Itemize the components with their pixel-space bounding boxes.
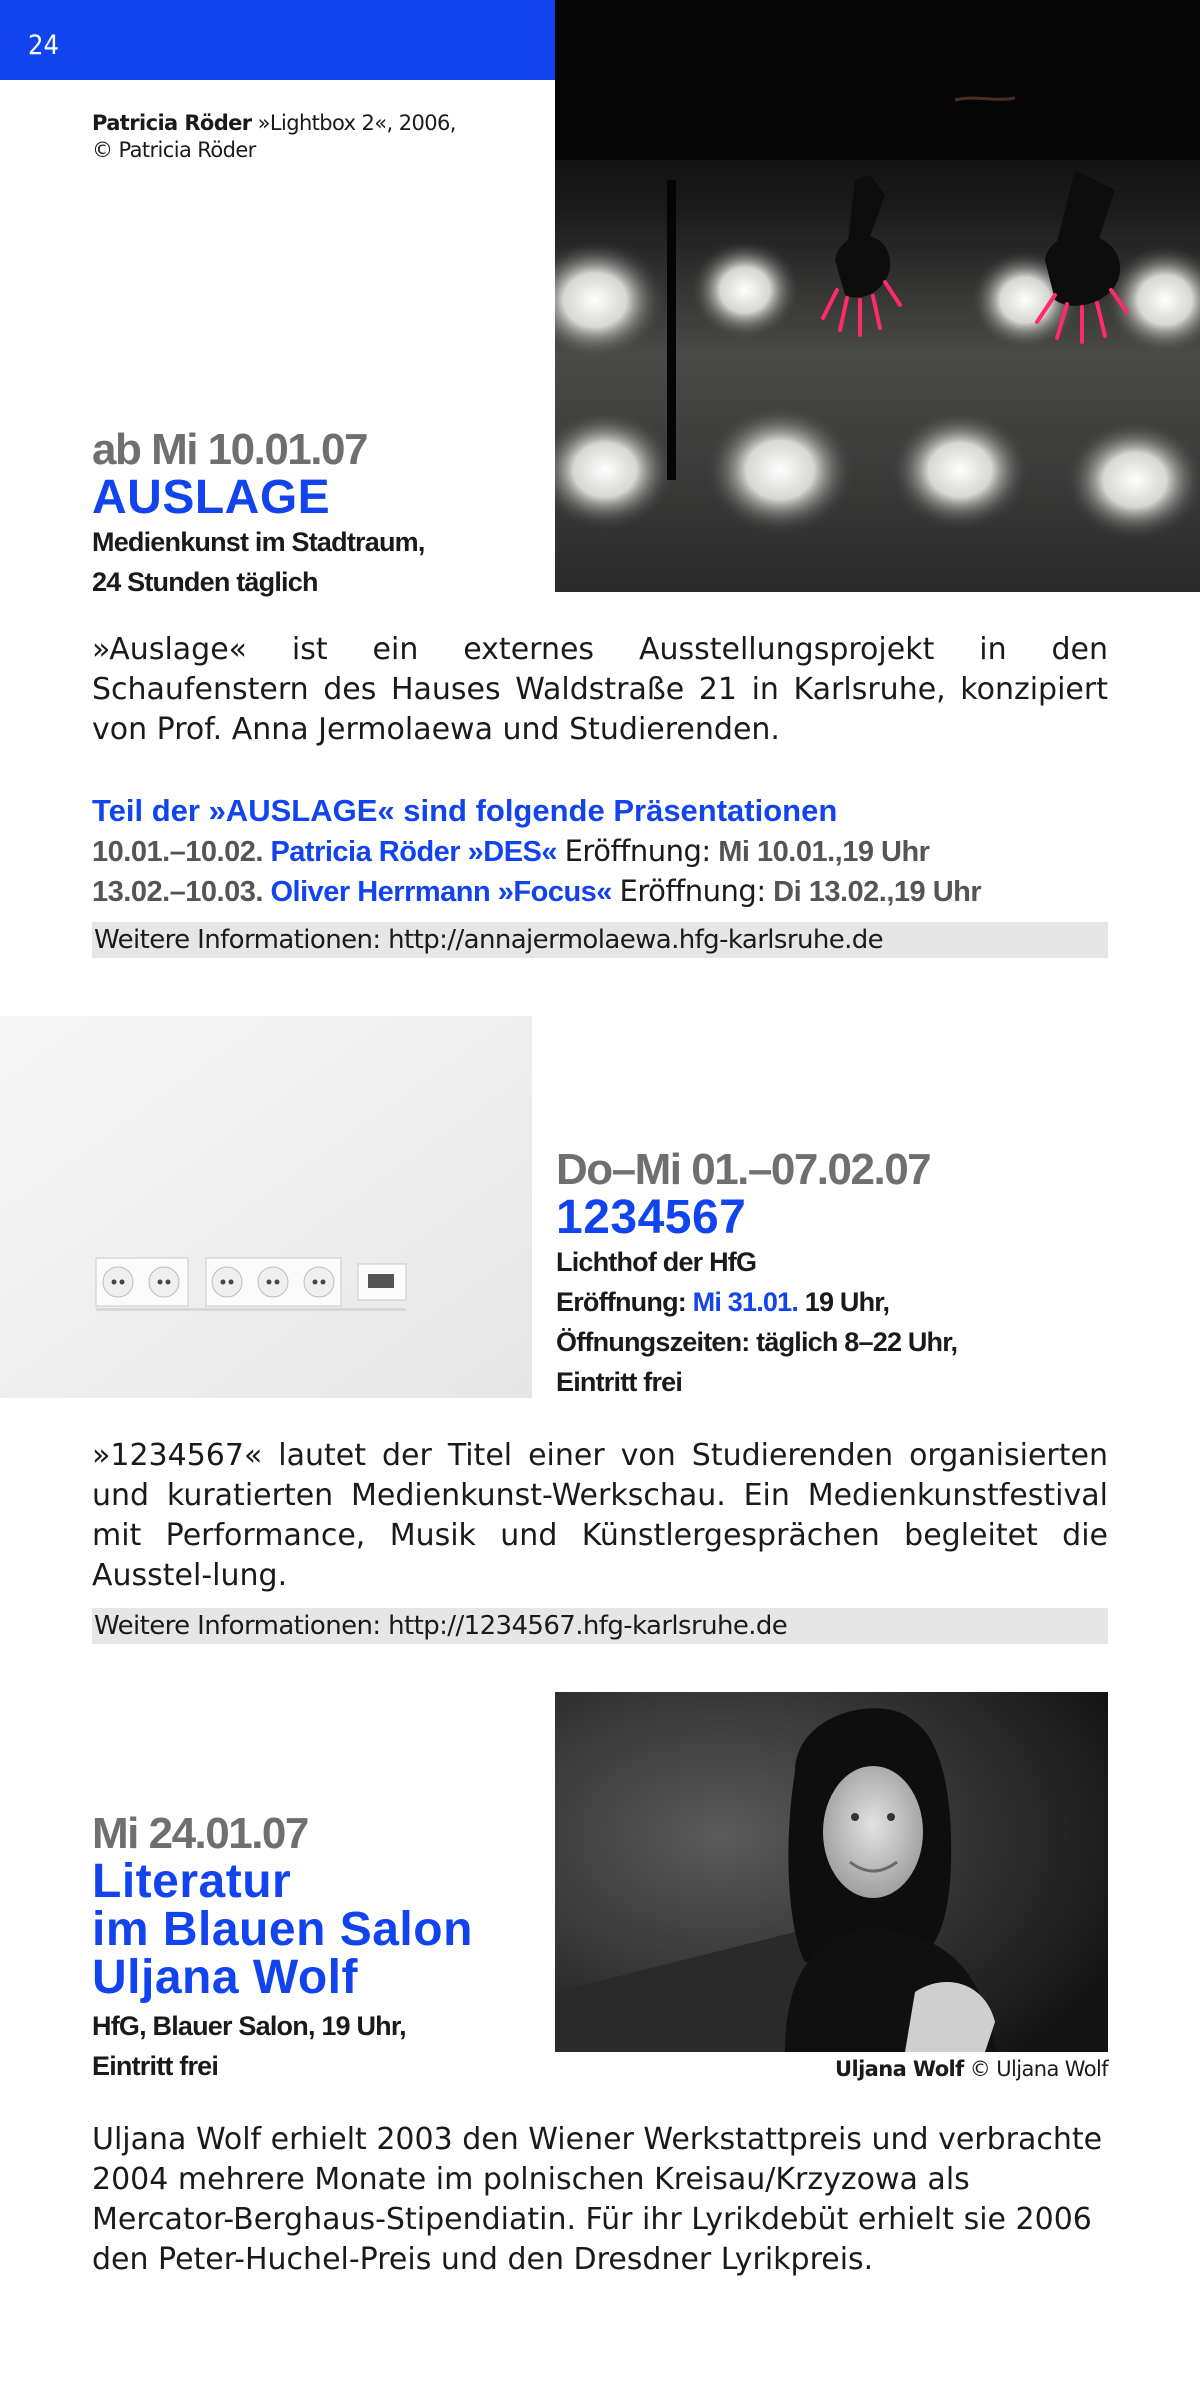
schedule-label: Eröffnung:: [564, 834, 711, 868]
opening-label: Eröffnung:: [556, 1287, 686, 1317]
event-admission: Eintritt frei: [92, 2051, 219, 2081]
event-title: [92, 1855, 473, 2004]
sockets-image: [0, 1016, 532, 1398]
caption-copyright: © Uljana Wolf: [969, 2057, 1108, 2081]
event-subtitle-line2: 24 Stunden täglich: [92, 567, 318, 597]
schedule-range: 10.01.–10.02.: [92, 836, 263, 868]
page-number-tab: [0, 0, 555, 80]
event-venue: Lichthof der HfG: [556, 1247, 757, 1277]
caption-name: Uljana Wolf: [835, 2057, 964, 2081]
event-date: Do–Mi 01.–07.02.07: [556, 1145, 931, 1194]
lightbox-photo: [555, 0, 1200, 592]
photo-caption: [555, 2056, 1108, 2083]
opening-time: 19 Uhr,: [804, 1287, 890, 1317]
event-subtitle: [92, 522, 542, 602]
schedule-range: 13.02.–10.03.: [92, 876, 263, 908]
caption-artist: Patricia Röder: [92, 111, 252, 135]
event-date: Mi 24.01.07: [92, 1809, 308, 1858]
page-number: 24: [28, 30, 59, 61]
caption-work: »Lightbox 2«, 2006,: [257, 111, 456, 135]
info-link-bar[interactable]: Weitere Informationen: http://1234567.hfg-karlsruhe.de: [92, 1608, 1108, 1644]
presentations-heading: Teil der »AUSLAGE« sind folgende Präsentationen: [92, 793, 838, 828]
event-title-line1: Literatur: [92, 1855, 292, 1908]
lightbox-image: [555, 0, 1200, 592]
event-opening: [556, 1282, 1156, 1322]
event-title: AUSLAGE: [92, 471, 331, 524]
event-venue: HfG, Blauer Salon, 19 Uhr,: [92, 2011, 406, 2041]
schedule-artist: Oliver Herrmann »Focus«: [270, 876, 612, 908]
schedule-opening: Mi 10.01.,19 Uhr: [718, 836, 930, 868]
event-title: 1234567: [556, 1191, 747, 1244]
caption-copyright: © Patricia Röder: [92, 138, 256, 162]
info-link-bar[interactable]: Weitere Informationen: http://annajermolaewa.hfg-karlsruhe.de: [92, 922, 1108, 958]
schedule-label: Eröffnung:: [619, 874, 766, 908]
sockets-photo: [0, 1016, 532, 1398]
schedule-row: [92, 871, 1108, 912]
event-title-line3: Uljana Wolf: [92, 1951, 358, 2004]
schedule-row: [92, 831, 1108, 872]
event-description: »1234567« lautet der Titel einer von Studierenden organisierten und kuratierten Medienkunst-Werkschau. Ein Medienkunstfestival mit Performance, Musik und Künstlergesprächen begleitet die Ausstel-lung.: [92, 1438, 1108, 1593]
event-subtitle: [92, 2006, 532, 2086]
event-hours: Öffnungszeiten: täglich 8–22 Uhr,: [556, 1327, 958, 1357]
event-admission: Eintritt frei: [556, 1367, 683, 1397]
photo-caption: [92, 110, 552, 164]
portrait-photo: [555, 1692, 1108, 2052]
event-subtitle: [556, 1242, 1156, 1402]
event-description: Uljana Wolf erhielt 2003 den Wiener Werkstattpreis und verbrachte 2004 mehrere Monate im polnischen Kreisau/Krzyzowa als Mercator-Berghaus-Stipendiatin. Für ihr Lyrikdebüt erhielt sie 2006 den Peter-Huchel-Preis und den Dresdner Lyrikpreis.: [92, 2122, 1103, 2277]
event-date: ab Mi 10.01.07: [92, 425, 367, 474]
opening-date: Mi 31.01.: [692, 1287, 799, 1317]
schedule-artist: Patricia Röder »DES«: [270, 836, 558, 868]
event-description: »Auslage« ist ein externes Ausstellungsprojekt in den Schaufenstern des Hauses Waldstraße 21 in Karlsruhe, konzipiert von Prof. Anna Jermolaewa und Studierenden.: [92, 632, 1108, 747]
event-subtitle-line1: Medienkunst im Stadtraum,: [92, 527, 425, 557]
portrait-image: [555, 1692, 1108, 2052]
schedule-opening: Di 13.02.,19 Uhr: [773, 876, 982, 908]
event-title-line2: im Blauen Salon: [92, 1903, 473, 1956]
